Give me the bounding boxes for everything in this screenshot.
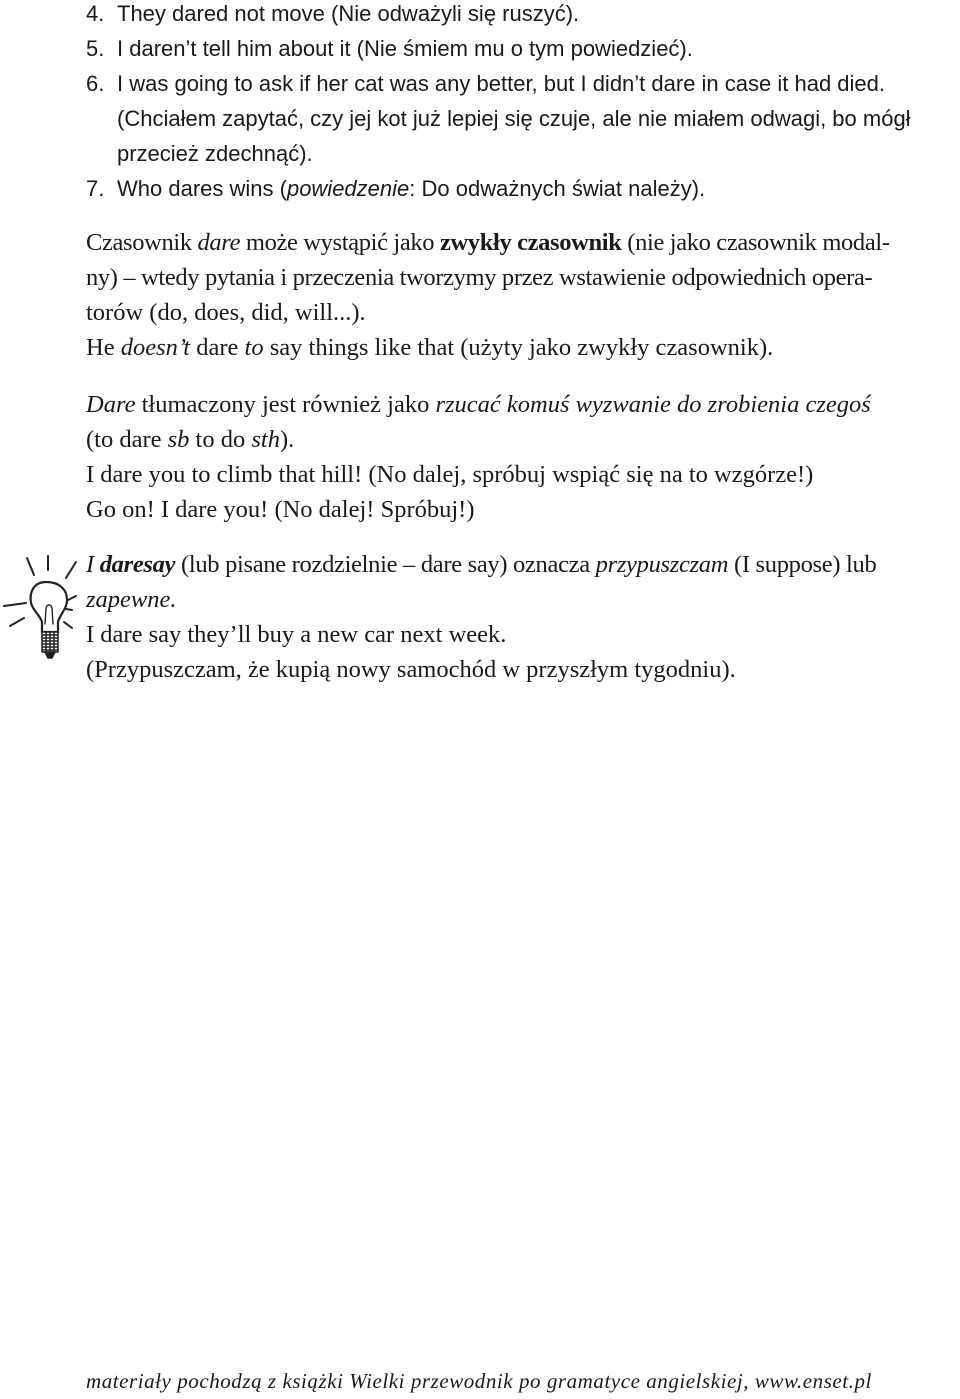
paragraph2-line3 — [86, 457, 813, 492]
text: torów (do, does, did, will...). — [86, 299, 366, 326]
paragraph1-line1 — [86, 225, 890, 260]
text: Go on! I dare you! (No dalej! Spróbuj!) — [86, 496, 475, 523]
list-number: 5. — [86, 36, 105, 61]
text: może wystąpić jako — [240, 229, 440, 256]
term: rzucać komuś wyzwanie do zrobienia czegoś — [435, 391, 871, 418]
term: to — [244, 334, 264, 361]
list-text: : Do odważnych świat należy). — [409, 176, 706, 201]
list-item-5 — [86, 31, 693, 66]
list-text: Who dares wins ( — [117, 176, 287, 201]
text: I dare say they’ll buy a new car next week. — [86, 621, 507, 648]
text: (Przypuszczam, że kupią nowy samochód w przyszłym tygodniu). — [86, 656, 736, 683]
term: sth — [251, 426, 280, 453]
lightbulb-icon — [2, 548, 82, 670]
text: (I suppose) lub — [728, 551, 877, 578]
list-item-6-continuation — [117, 136, 313, 171]
list-item-4 — [86, 0, 579, 31]
text: say things like that (użyty jako zwykły czasownik). — [263, 334, 774, 361]
list-number: 7. — [86, 176, 105, 201]
term: zapewne. — [86, 586, 177, 613]
tip-line2 — [86, 582, 177, 617]
term: dare — [197, 229, 241, 256]
text: ny) – wtedy pytania i przeczenia tworzymy przez wstawienie odpowiednich opera- — [86, 264, 873, 291]
text: dare — [190, 334, 245, 361]
term: I — [86, 551, 100, 578]
term: sb — [167, 426, 190, 453]
list-item-6 — [86, 66, 885, 101]
tip-line1 — [86, 547, 876, 582]
text: Czasownik — [86, 229, 198, 256]
list-term: powiedzenie — [286, 176, 410, 201]
paragraph2-line4 — [86, 492, 474, 527]
text: He — [86, 334, 121, 361]
list-text: przecież zdechnąć). — [117, 141, 313, 166]
paragraph2-line2 — [86, 422, 294, 457]
list-item-6-continuation — [117, 101, 911, 136]
text: (to dare — [86, 426, 168, 453]
tip-line4 — [86, 652, 736, 687]
text: (nie jako czasownik modal- — [621, 229, 890, 256]
list-number: 4. — [86, 1, 105, 26]
paragraph1-line4 — [86, 330, 773, 365]
term: Dare — [86, 391, 136, 418]
text: (lub pisane rozdzielnie – dare say) oznacza — [175, 551, 596, 578]
page-footer: materiały pochodzą z książki Wielki przewodnik po gramatyce angielskiej, www.enset.pl — [86, 1369, 872, 1393]
text: tłumaczony jest również jako — [135, 391, 436, 418]
list-text: I daren’t tell him about it (Nie śmiem mu o tym powiedzieć). — [117, 36, 693, 61]
tip-line3 — [86, 617, 506, 652]
text: to do — [189, 426, 252, 453]
list-number: 6. — [86, 71, 105, 96]
text: I dare you to climb that hill! (No dalej, spróbuj wspiąć się na to wzgórze!) — [86, 461, 814, 488]
list-item-7 — [86, 171, 705, 206]
list-text: They dared not move (Nie odważyli się ruszyć). — [117, 1, 580, 26]
paragraph2-line1 — [86, 387, 871, 422]
emphasis: daresay — [99, 551, 176, 578]
paragraph1-line2 — [86, 260, 872, 295]
list-text: (Chciałem zapytać, czy jej kot już lepiej się czuje, ale nie miałem odwagi, bo mógł — [117, 106, 911, 131]
list-text: I was going to ask if her cat was any better, but I didn’t dare in case it had died. — [117, 71, 886, 96]
paragraph1-line3 — [86, 295, 366, 330]
text: ). — [279, 426, 295, 453]
emphasis: zwykły czasownik — [439, 229, 622, 256]
term: przypuszczam — [595, 551, 729, 578]
term: doesn’t — [120, 334, 191, 361]
